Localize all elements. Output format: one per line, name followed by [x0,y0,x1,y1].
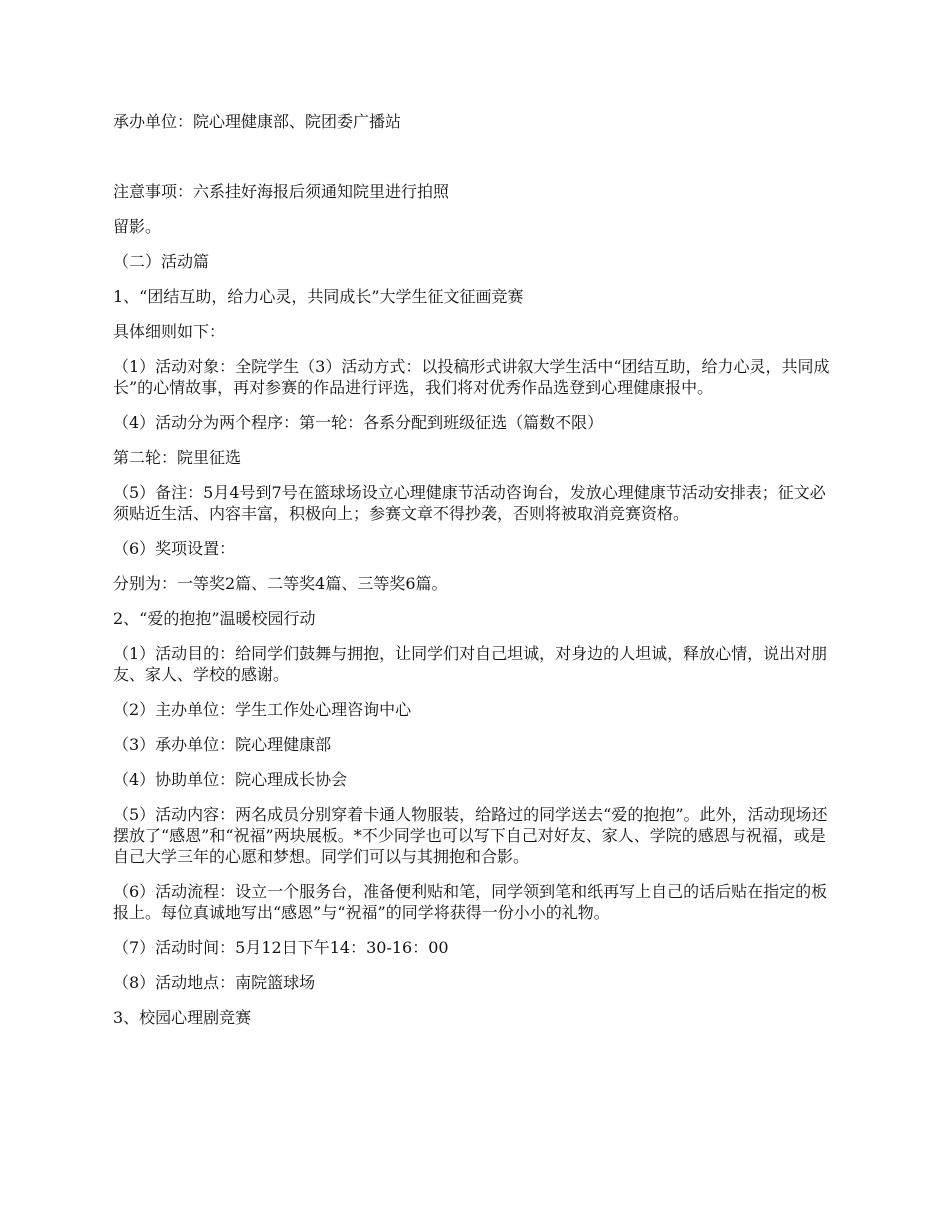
hug-time: （7）活动时间：5月12日下午14：30-16：00 [113,938,449,957]
organizer-line: 承办单位：院心理健康部、院团委广播站 [113,112,402,131]
essay-target-and-method: （1）活动对象：全院学生（3）活动方式：以投稿形式讲叙大学生活中“团结互助，给力心灵，共同成长”的心情故事，再对参赛的作品进行评选，我们将对优秀作品选登到心理健康报中。 [113,357,830,397]
hug-organizer: （3）承办单位：院心理健康部 [113,735,332,754]
hug-assistant: （4）协助单位：院心理成长协会 [113,770,348,789]
notice-continuation: 留影。 [113,217,162,236]
hug-process: （6）活动流程：设立一个服务台，准备便利贴和笔，同学领到笔和纸再写上自己的话后贴在指定的板报上。每位真诚地写出“感恩”与“祝福”的同学将获得一份小小的礼物。 [113,882,828,922]
section-heading-activities: （二）活动篇 [113,252,210,271]
document-page [113,111,833,1028]
essay-remarks: （5）备注：5月4号到7号在篮球场设立心理健康节活动咨询台，发放心理健康节活动安排表；征文必须贴近生活、内容丰富，积极向上；参赛文章不得抄袭，否则将被取消竞赛资格。 [113,483,826,523]
item-heading-essay-contest: 1、“团结互助，给力心灵，共同成长”大学生征文征画竞赛 [113,287,524,306]
essay-awards-heading: （6）奖项设置： [113,539,236,558]
hug-purpose: （1）活动目的：给同学们鼓舞与拥抱，让同学们对自己坦诚，对身边的人坦诚，释放心情，说出对朋友、家人、学校的感谢。 [113,644,828,684]
essay-procedure-round2: 第二轮：院里征选 [113,448,242,467]
hug-host: （2）主办单位：学生工作处心理咨询中心 [113,700,412,719]
hug-content: （5）活动内容：两名成员分别穿着卡通人物服装，给路过的同学送去“爱的抱抱”。此外，活动现场还摆放了“感恩”和“祝福”两块展板。*不少同学也可以写下自己对好友、家人、学院的感恩与祝福，或是自己大学三年的心愿和梦想。同学们可以与其拥抱和合影。 [113,805,828,866]
notice-line: 注意事项：六系挂好海报后须通知院里进行拍照 [113,182,450,201]
details-intro: 具体细则如下： [113,322,226,341]
essay-awards-detail: 分别为：一等奖2篇、二等奖4篇、三等奖6篇。 [113,574,448,593]
item-heading-psychodrama-contest: 3、校园心理剧竞赛 [113,1008,252,1027]
essay-procedure-round1: （4）活动分为两个程序：第一轮：各系分配到班级征选（篇数不限） [113,413,604,432]
item-heading-hug-campaign: 2、“爱的抱抱”温暖校园行动 [113,609,316,628]
hug-location: （8）活动地点：南院篮球场 [113,973,316,992]
